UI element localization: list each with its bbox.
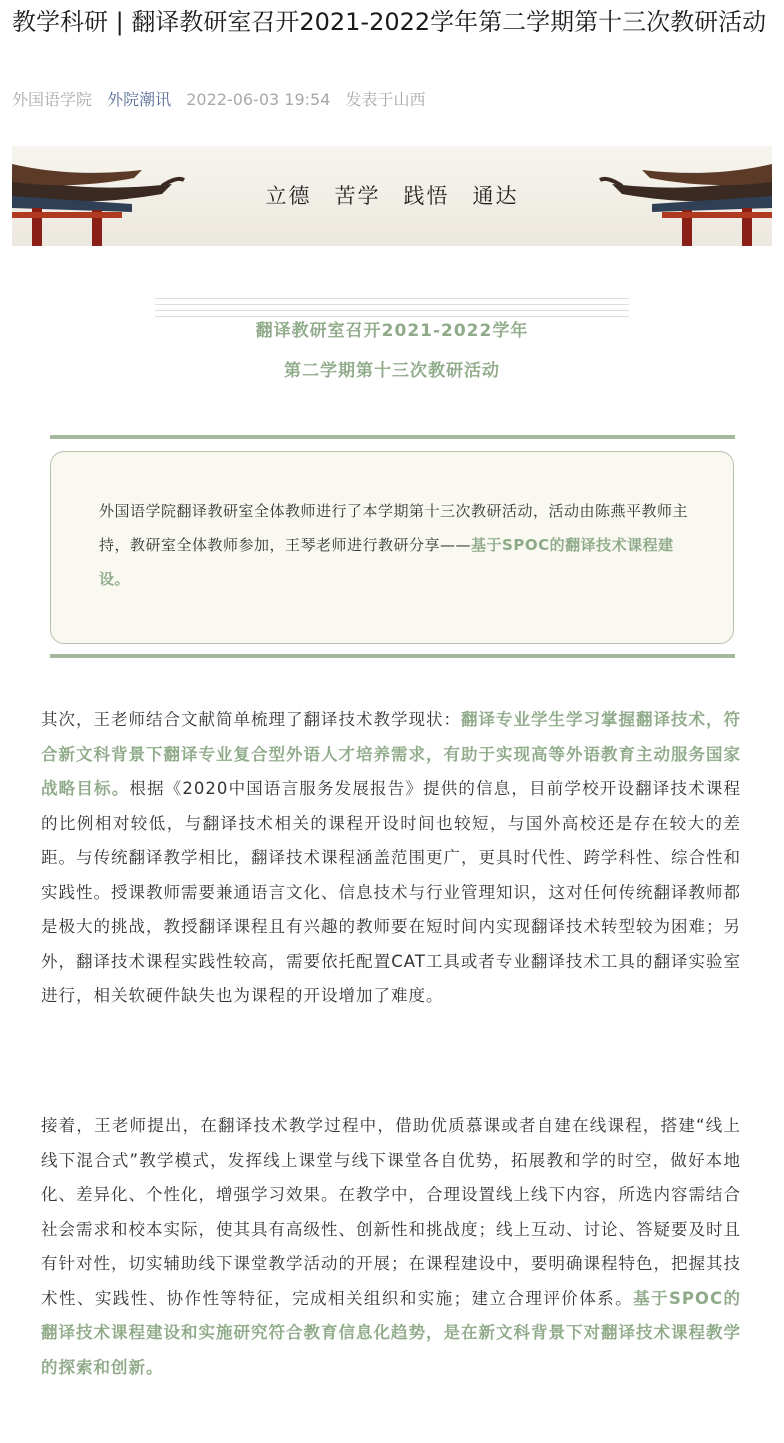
- summary-body: 外国语学院翻译教研室全体教师进行了本学期第十三次教研活动，活动由陈燕平教师主持，教研室全体教师参加，王琴老师进行教研分享——: [99, 502, 689, 554]
- paragraph-1-highlight: 翻译专业学生学习掌握翻译技术，符合新文科背景下翻译专业复合型外语人才培养需求，有助于实现高等外语教育主动服务国家战略目标。: [41, 710, 741, 798]
- article-title: 教学科研 | 翻译教研室召开2021-2022学年第二学期第十三次教研活动: [12, 8, 767, 36]
- article-meta: [12, 88, 436, 112]
- headline-line-2: 第二学期第十三次教研活动: [284, 361, 500, 381]
- publish-time: 2022-06-03 19:54: [186, 90, 331, 109]
- paragraph-1-body: 根据《2020中国语言服务发展报告》提供的信息，目前学校开设翻译技术课程的比例相对较低，与翻译技术相关的课程开设时间也较短，与国外高校还是存在较大的差距。与传统翻译教学相比，翻译技术课程涵盖范围更广，更具时代性、跨学科性、综合性和实践性。授课教师需要兼通语言文化、信息技术与行业管理知识，这对任何传统翻译教师都是极大的挑战，教授翻译课程且有兴趣的教师要在短时间内实现翻译技术转型较为困难；另外，翻译技术课程实践性较高，需要依托配置CAT工具或者专业翻译技术工具的翻译实验室进行，相关软硬件缺失也为课程的开设增加了难度。: [41, 779, 742, 1005]
- banner-motto: 立德 苦学 践悟 通达: [265, 184, 519, 208]
- summary-top-bar: [50, 435, 735, 439]
- summary-box: [50, 451, 734, 644]
- paragraph-1: [41, 703, 741, 1014]
- summary-bottom-bar: [50, 654, 735, 658]
- motto-banner-image: [12, 146, 772, 246]
- paragraph-2-body: 接着，王老师提出，在翻译技术教学过程中，借助优质慕课或者自建在线课程，搭建“线上线下混合式”教学模式，发挥线上课堂与线下课堂各自优势，拓展教和学的时空，做好本地化、差异化、个性化，增强学习效果。在教学中，合理设置线上线下内容，所选内容需结合社会需求和校本实际，使其具有高级性、创新性和挑战度；线上互动、讨论、答疑要及时且有针对性，切实辅助线下课堂教学活动的开展；在课程建设中，要明确课程特色，把握其技术性、实践性、协作性等特征，完成相关组织和实施；建立合理评价体系。: [41, 1116, 741, 1308]
- headline-line-1: 翻译教研室召开2021-2022学年: [255, 321, 529, 341]
- paragraph-1-intro: 其次，王老师结合文献简单梳理了翻译技术教学现状：: [41, 710, 461, 729]
- summary-highlight: 基于SPOC的翻译技术课程建设。: [99, 536, 674, 588]
- account-link[interactable]: 外院潮讯: [107, 90, 172, 109]
- divider-line: [155, 304, 629, 305]
- paragraph-2-highlight: 基于SPOC的翻译技术课程建设和实施研究符合教育信息化趋势，是在新文科背景下对翻译技术课程教学的探索和创新。: [41, 1288, 741, 1377]
- summary-text: [99, 494, 699, 596]
- divider-line: [155, 310, 629, 311]
- paragraph-2: [41, 1109, 741, 1385]
- divider-line: [155, 298, 629, 299]
- author-name: 外国语学院: [12, 90, 93, 109]
- publish-location: 发表于山西: [345, 90, 426, 109]
